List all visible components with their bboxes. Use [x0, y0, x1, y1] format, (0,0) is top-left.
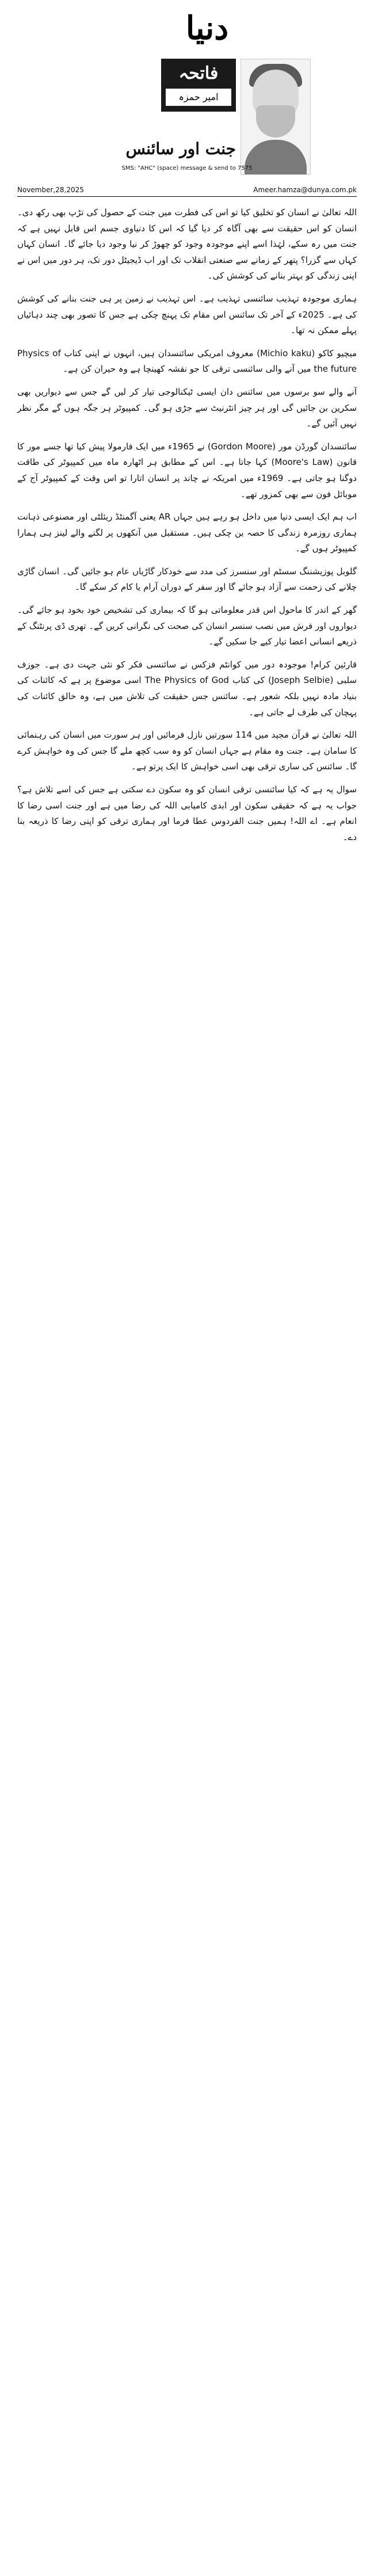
author-portrait	[241, 59, 311, 175]
author-name: امیر حمزہ	[166, 89, 231, 106]
paragraph: اللہ تعالیٰ نے انسان کو تخلیق کیا تو اس کی فطرت میں جنت کے حصول کی تڑپ بھی رکھ دی۔ انسان کو اس حقیقت سے بھی آگاہ کر دیا گیا کہ اس کا دنیاوی جسم اس قابل نہیں ہے کہ جنت میں رہ سکے، لہٰذا اسے اپنے موجودہ وجود کو چھوڑ کر نیا وجود دیا جائے گا۔ انسان کہاں کہاں سے گزرا؟ پتھر کے زمانے سے صنعتی انقلاب تک اور اب ڈیجیٹل دور تک، ہر دور میں اس نے اپنی زندگی کو بہتر بنانے کی کوشش کی۔	[17, 207, 357, 281]
meta-row	[17, 186, 357, 197]
logo-text: دنیا	[185, 9, 229, 47]
column-badge	[161, 59, 236, 112]
column-title: جنت اور سائنس	[125, 139, 236, 158]
paragraph: سائنسدان گورڈن مور (Gordon Moore) نے 1965ء میں ایک فارمولا پیش کیا تھا جسے مور کا قانون (Moore's Law) کہا جاتا ہے۔ اس کے مطابق ہر اٹھارہ ماہ میں کمپیوٹر کی طاقت دوگنا ہو جاتی ہے۔ 1969ء میں امریکہ نے چاند پر انسان اتارا تو اس وقت کے کمپیوٹر آج کے موبائل فون سے بھی کمزور تھے۔	[17, 441, 357, 499]
author-email[interactable]: Ameer.hamza@dunya.com.pk	[253, 186, 357, 194]
column-name: فاتحہ	[178, 63, 219, 83]
paragraph: آنے والے سو برسوں میں سائنس دان ایسی ٹیکنالوجی تیار کر لیں گے جس سے دیواریں بھی سکرین بن جائیں گی اور ہر چیز انٹرنیٹ سے جڑی ہو گی۔ کمپیوٹر ہر جگہ ہوں گے مگر نظر نہیں آئیں گے۔	[17, 386, 357, 429]
sms-info: SMS: "AHC" (space) message & send to 7575	[121, 165, 253, 171]
masthead	[17, 0, 357, 58]
publish-date: November,28,2025	[17, 186, 84, 194]
article-body	[17, 205, 357, 845]
paragraph: قارئین کرام! موجودہ دور میں کوانٹم فزکس نے سائنسی فکر کو نئی جہت دی ہے۔ جوزف سلبی (Joseph Selbie) کی کتاب The Physics of God اسی موضوع پر ہے کہ کائنات کی بنیاد مادہ نہیں بلکہ شعور ہے۔ سائنس جس حقیقت کی تلاش میں ہے، وہ خالق کائنات کی پہچان کی طرف لے جاتی ہے۔	[17, 659, 357, 718]
paragraph: گھر کے اندر کا ماحول اس قدر معلوماتی ہو گا کہ بیماری کی تشخیص خود بخود ہو جائے گی۔ دیواروں اور فرش میں نصب سنسر انسان کی صحت کی نگرانی کریں گے۔ تھری ڈی پرنٹنگ کے ذریعے انسانی اعضا تیار کیے جا سکیں گے۔	[17, 605, 357, 647]
paragraph: اللہ تعالیٰ نے قرآن مجید میں 114 سورتیں نازل فرمائیں اور ہر سورت میں انسان کی رہنمائی کا سامان ہے۔ جنت وہ مقام ہے جہاں انسان کو وہ سب کچھ ملے گا جس کی وہ خواہش کرے گا۔ سائنس کی ساری ترقی بھی اسی خواہش کا ایک پرتو ہے۔	[17, 730, 357, 772]
paragraph: اب ہم ایک ایسی دنیا میں داخل ہو رہے ہیں جہاں AR یعنی آگمنٹڈ ریئلٹی اور مصنوعی ذہانت ہماری روزمرہ زندگی کا حصہ بن چکی ہیں۔ مستقبل میں آنکھوں پر لگنے والے لینز ہی ہمارا کمپیوٹر ہوں گے۔	[17, 512, 357, 554]
paragraph: گلوبل پوزیشننگ سسٹم اور سنسرز کی مدد سے خودکار گاڑیاں عام ہو جائیں گی۔ انسان گاڑی چلانے کی زحمت سے آزاد ہو جائے گا اور سفر کے دوران آرام یا کام کر سکے گا۔	[17, 566, 357, 593]
column-header	[17, 59, 357, 182]
newspaper-logo	[173, 2, 242, 54]
paragraph: میچیو کاکو (Michio kaku) معروف امریکی سائنسدان ہیں، انہوں نے اپنی کتاب Physics of the future میں آنے والی سائنسی ترقی کا جو نقشہ کھینچا ہے وہ حیران کن ہے۔	[17, 348, 357, 375]
paragraph: ہماری موجودہ تہذیب سائنسی تہذیب ہے۔ اس تہذیب نے زمین پر ہی جنت بنانے کی کوشش کی ہے۔ 2025ء کے آخر تک سائنس اس مقام تک پہنچ چکی ہے جس کا تصور بھی چند دہائیاں پہلے ممکن نہ تھا۔	[17, 293, 357, 336]
paragraph: سوال یہ ہے کہ کیا سائنسی ترقی انسان کو وہ سکون دے سکتی ہے جس کی اسے تلاش ہے؟ جواب یہ ہے کہ حقیقی سکون اور ابدی کامیابی اللہ کی رضا میں ہے اور جنت اسی رضا کا انعام ہے۔ اے اللہ! ہمیں جنت الفردوس عطا فرما اور ہماری ترقی کو اپنی رضا کا ذریعہ بنا دے۔	[17, 784, 357, 842]
